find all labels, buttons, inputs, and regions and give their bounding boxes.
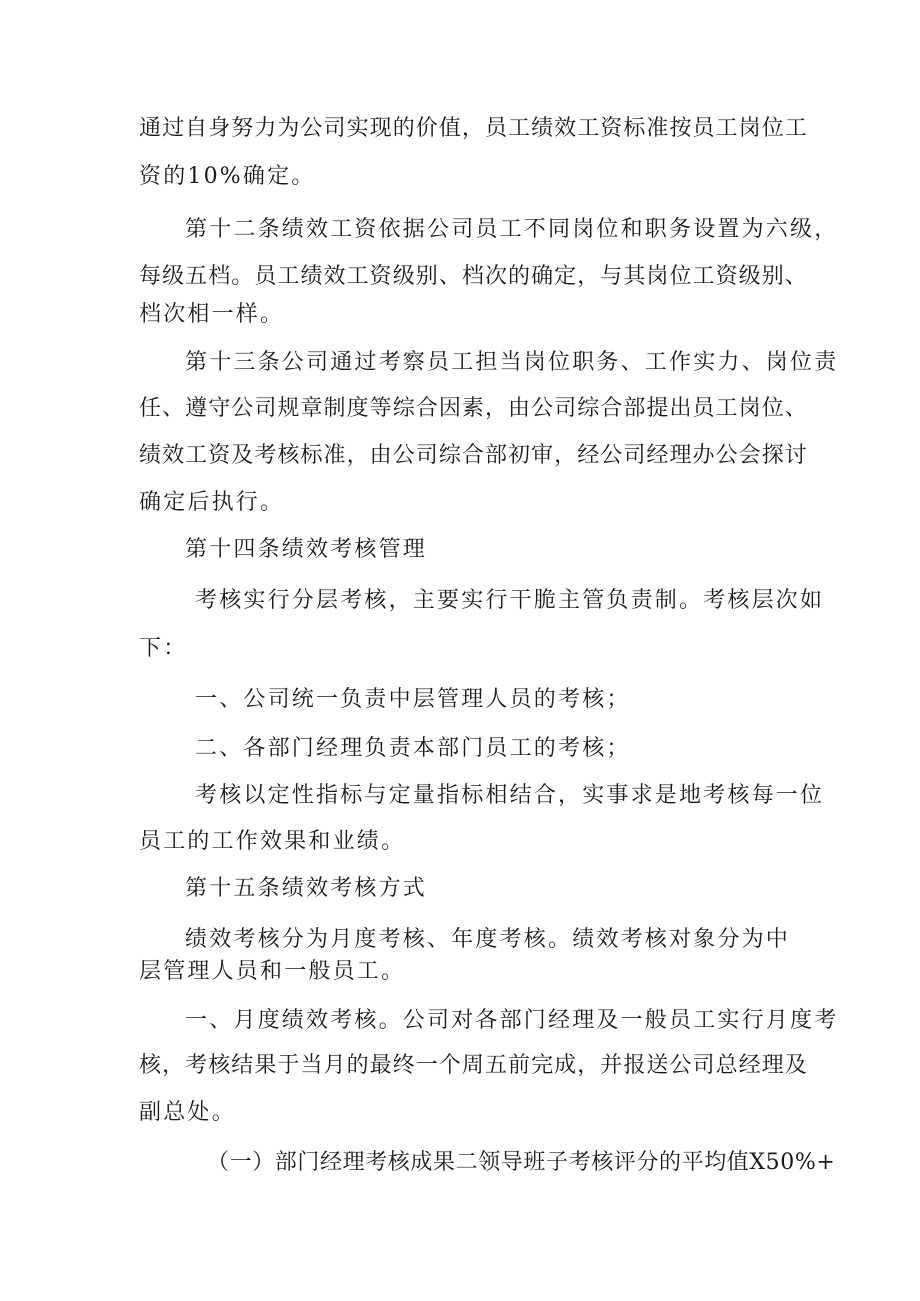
text-line-23: （一）部门经理考核成果二领导班子考核评分的平均值X50%+	[207, 1150, 836, 1175]
text-line-8: 绩 效 工 资 及 考 核 标 准 ， 由 公 司 综 合 部 初 审 ， 经 公 司 经 理 办 公 会 探 讨	[139, 443, 807, 468]
text-line-18: 绩效考核分为月度考核、年度考核。绩效考核对象分为中	[185, 927, 791, 952]
text-line-3: 第十二条绩效工资依据公司员工不同岗位和职务设置为六级，	[185, 217, 839, 242]
text-line-22: 副总处。	[139, 1100, 236, 1125]
text-line-4: 每 级 五 档 。 员 工 绩 效 工 资 级 别 、 档 次 的 确 定 ， 与 其 岗 位 工 资 级 别 、	[139, 264, 807, 289]
text-line-16: 员工的工作效果和业绩。	[139, 829, 406, 854]
text-line-1: 通 过 自 身 努 力 为 公 司 实 现 的 价 值 ， 员 工 绩 效 工 资 标 准 按 员 工 岗 位 工	[139, 116, 807, 141]
text-line-5: 档次相一样。	[139, 302, 285, 327]
text-line-14: 二、各部门经理负责本部门员工的考核；	[195, 736, 631, 761]
text-line-19: 层管理人员和一般员工。	[139, 959, 406, 984]
text-line-15: 考核以定性指标与定量指标相结合，实事求是地考核每一位	[195, 783, 825, 808]
text-line-13: 一、公司统一负责中层管理人员的考核；	[195, 687, 631, 712]
text-line-6: 第十三条公司通过考察员工担当岗位职务、工作实力、岗位责	[185, 350, 839, 375]
text-line-20: 一、月度绩效考核。公司对各部门经理及一般员工实行月度考	[185, 1008, 839, 1033]
text-line-12: 下：	[139, 636, 188, 661]
text-line-11: 考核实行分层考核，主要实行干脆主管负责制。考核层次如	[195, 588, 825, 613]
text-line-21: 核 ， 考 核 结 果 于 当 月 的 最 终 一 个 周 五 前 完 成 ， 并 报 送 公 司 总 经 理 及	[139, 1053, 807, 1078]
text-line-2: 资的10%确定。	[139, 164, 316, 189]
text-line-9: 确定后执行。	[139, 490, 285, 515]
text-line-17: 第十五条绩效考核方式	[185, 876, 428, 901]
text-line-7: 任 、 遵 守 公 司 规 章 制 度 等 综 合 因 素 ， 由 公 司 综 合 部 提 出 员 工 岗 位 、	[139, 396, 807, 421]
text-line-10: 第十四条绩效考核管理	[185, 537, 428, 562]
